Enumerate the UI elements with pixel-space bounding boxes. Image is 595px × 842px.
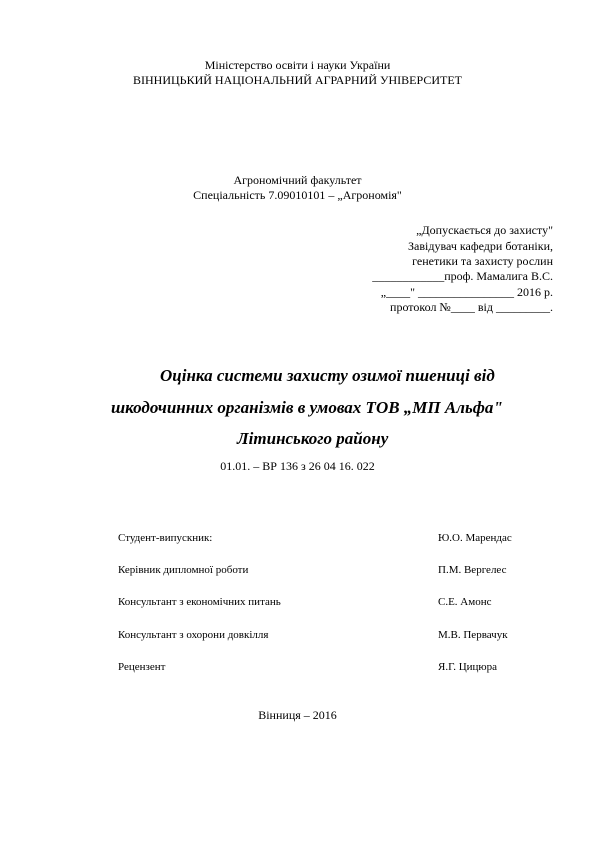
- signature-role: Рецензент: [118, 661, 166, 673]
- signature-name: П.М. Вергелес: [438, 564, 507, 576]
- approval-protocol: протокол №____ від _________.: [390, 300, 553, 314]
- approval-date: „____" ________________ 2016 р.: [380, 285, 553, 299]
- city-year: Вінниця – 2016: [258, 708, 337, 722]
- university-name: ВІННИЦЬКИЙ НАЦІОНАЛЬНИЙ АГРАРНИЙ УНІВЕРСИТЕТ: [133, 73, 462, 87]
- signature-row: [118, 531, 534, 545]
- thesis-title-line-1: Оцінка системи захисту озимої пшениці від: [160, 366, 495, 385]
- approval-head-line: Завідувач кафедри ботаніки,: [408, 239, 553, 253]
- ministry-name: Міністерство освіти і науки України: [204, 58, 391, 72]
- signature-row: [118, 595, 534, 609]
- signature-role: Консультант з економічних питань: [118, 596, 281, 608]
- signature-role: Консультант з охорони довкілля: [118, 629, 269, 641]
- signature-row: [118, 660, 534, 674]
- signature-name: Ю.О. Марендас: [438, 532, 512, 544]
- signature-row: [118, 563, 534, 577]
- signature-row: [118, 628, 534, 642]
- signature-name: С.Е. Амонс: [438, 596, 492, 608]
- thesis-title-line-3: Літинського району: [237, 429, 389, 448]
- approval-admitted: „Допускається до захисту": [416, 223, 553, 237]
- signature-name: М.В. Первачук: [438, 629, 508, 641]
- signature-role: Керівник дипломної роботи: [118, 564, 249, 576]
- faculty-name: Агрономічний факультет: [233, 173, 362, 187]
- approval-department: генетики та захисту рослин: [412, 254, 553, 268]
- thesis-title-line-2: шкодочинних організмів в умовах ТОВ „МП Альфа": [111, 398, 503, 417]
- signature-name: Я.Г. Цицюра: [438, 661, 498, 673]
- signature-role: Студент-випускник:: [118, 532, 213, 544]
- approval-signature: ____________проф. Мамалига В.С.: [372, 269, 553, 283]
- document-code: 01.01. – ВР 136 з 26 04 16. 022: [220, 459, 375, 473]
- specialty: Спеціальність 7.09010101 – „Агрономія": [193, 188, 402, 202]
